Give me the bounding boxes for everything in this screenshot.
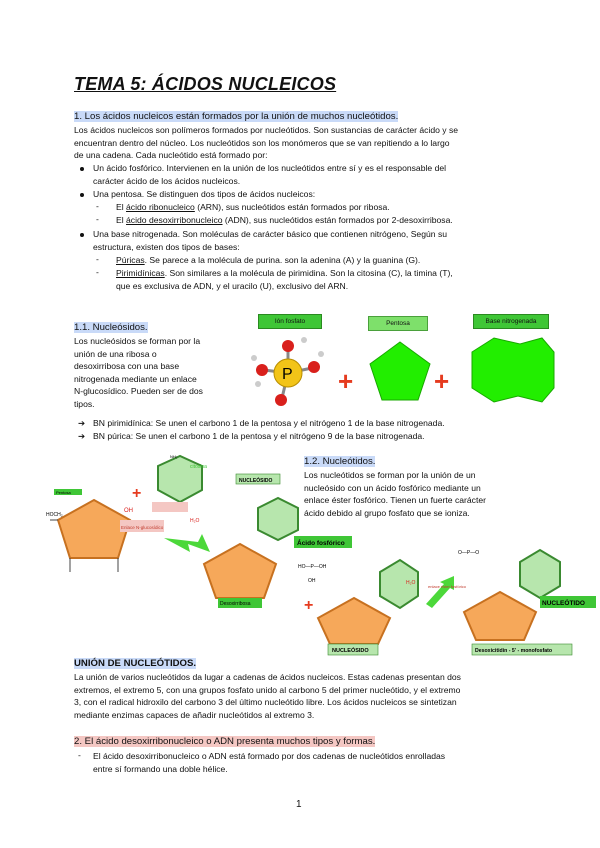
- nucleoside-formation-figure: [40, 448, 305, 618]
- svg-text:OH: OH: [124, 508, 133, 514]
- pentose-arn: El ácido ribonucleico (ARN), sus nucleótidos están formados por ribosa.: [116, 202, 390, 212]
- base-shape: [472, 338, 554, 402]
- section-1-2-text: Los nucleótidos se forman por la unión de un nucleósido con un ácido fosfórico mediante un enlace éster fosfórico. Tienen un fuerte carácter ácido debido al grupo fosfato que se ioniza.: [304, 470, 487, 518]
- union-text: La unión de varios nucleótidos da lugar a cadenas de ácidos nucleicos. Estas cadenas presentan dos extremos, el extremo 5, con una grupos fosfato unido al carbono 5 del primer nucleótido, y el extremo 3, con el radical hidroxilo del carbono 3 del último nucleótido libre. Los ácidos nucleicos se sintetizan mediante enzimas capaces de añadir nucleótidos al extremo 3.: [74, 672, 461, 720]
- section-1-1-text: Los nucleósidos se forman por la unión de una ribosa o desoxirribosa con una base nitrogenada mediante un enlace N-glucosídico. Pueden ser de dos tipos.: [74, 336, 203, 409]
- bullet-pentose: Una pentosa. Se distinguen dos tipos de ácidos nucleicos:: [93, 189, 316, 199]
- arrow-puric: BN púrica: Se unen el carbono 1 de la pentosa y el nitrógeno 9 de la base nitrogenada.: [93, 431, 425, 441]
- section-1-heading: 1. Los ácidos nucleicos están formados por la unión de muchos nucleótidos.: [74, 111, 399, 122]
- svg-text:enlace éster fosfórico: enlace éster fosfórico: [428, 584, 467, 589]
- svg-text:Desoxirribosa: Desoxirribosa: [220, 601, 251, 607]
- svg-text:+: +: [434, 366, 450, 396]
- pentose-label: Pentosa: [368, 316, 428, 331]
- nucleotide-pentagon: [464, 592, 536, 640]
- base-pirimidinic: Pirimidínicas. Son similares a la molécula de pirimidina. Son la citosina (C), la timina (T), que es exclusiva de ADN, y el uracilo (U), exclusivo del ARN.: [116, 268, 453, 291]
- svg-text:NUCLEÓSIDO: NUCLEÓSIDO: [332, 648, 369, 654]
- phosphorus-symbol: P: [282, 366, 293, 383]
- svg-text:H₂O: H₂O: [190, 518, 200, 524]
- nucleoside-components-figure: [246, 330, 556, 420]
- svg-text:Pentosa: Pentosa: [56, 490, 71, 495]
- pentose-shape: [370, 342, 430, 400]
- bullet-dot: [80, 193, 84, 197]
- union-heading: UNIÓN DE NUCLEÓTIDOS.: [74, 658, 197, 669]
- bullet-dot: [80, 233, 84, 237]
- bullet-phosphoric: Un ácido fosfórico. Intervienen en la unión de los nucleótidos entre sí y es el responsable del carácter ácido de los ácidos nucleicos.: [93, 163, 447, 186]
- svg-text:HO—P—OH: HO—P—OH: [298, 564, 327, 570]
- pentose-adn: El ácido desoxirribonucleico (ADN), sus nucleótidos están formados por 2-desoxirribosa.: [116, 215, 453, 225]
- deoxyribose-pentagon: [204, 544, 276, 598]
- svg-text:H₂O: H₂O: [406, 580, 416, 586]
- base-puric: Púricas. Se parece a la molécula de purina. son la adenina (A) y la guanina (G).: [116, 255, 421, 265]
- bullet-dot: [80, 167, 84, 171]
- svg-text:citosina: citosina: [190, 464, 207, 470]
- svg-text:+: +: [132, 485, 142, 502]
- svg-text:O—P—O: O—P—O: [458, 550, 480, 556]
- svg-text:Ácido fosfórico: Ácido fosfórico: [297, 540, 345, 547]
- section-1-1-heading: 1.1. Nucleósidos.: [74, 322, 148, 333]
- cytosine-hexagon: [158, 456, 202, 502]
- section-1-2-heading: 1.2. Nucleótidos.: [304, 456, 376, 467]
- svg-text:Desoxicitidin - 5' - monofosfa: Desoxicitidin - 5' - monofosfato: [475, 648, 553, 654]
- section-1-intro: Los ácidos nucleicos son polímeros formados por nucleótidos. Son sustancias de carácter ácido y se encuentran dentro del núcleo. Los nucleótidos son los monómeros que se van repitiendo a lo largo de una cadena. Cada nucleótido está formado por:: [74, 125, 459, 161]
- svg-text:+: +: [304, 597, 314, 614]
- svg-text:HOCH₂: HOCH₂: [46, 512, 63, 518]
- bullet-base: Una base nitrogenada. Son moléculas de carácter básico que contienen nitrógeno, Según su estructura, existen dos tipos de bases:: [93, 229, 448, 252]
- page-title: TEMA 5: ÁCIDOS NUCLEICOS: [74, 74, 337, 94]
- svg-text:OH: OH: [308, 578, 316, 584]
- svg-text:NUCLEÓTIDO: NUCLEÓTIDO: [542, 600, 585, 607]
- svg-text:NUCLEÓSIDO: NUCLEÓSIDO: [239, 478, 273, 484]
- section-2-heading: 2. El ácido desoxirribonucleico o ADN presenta muchos tipos y formas.: [74, 736, 376, 747]
- ribose-pentagon: [58, 500, 130, 558]
- nucleotide-formation-figure: [294, 532, 600, 660]
- svg-text:Enlace N-glucosídico: Enlace N-glucosídico: [121, 525, 164, 530]
- arrow-pirimidinic: BN pirimidínica: Se unen el carbono 1 de la pentosa y el nitrógeno 1 de la base nitrogenada.: [93, 418, 445, 428]
- nucleoside-pentagon: [318, 598, 390, 644]
- base-label: Base nitrogenada: [473, 314, 549, 329]
- svg-text:+: +: [338, 366, 354, 396]
- svg-text:NH₂: NH₂: [170, 454, 178, 459]
- section-2-text: El ácido desoxirribonucleico o ADN está formado por dos cadenas de nucleótidos enrolladas entre sí formando una doble hélice.: [93, 751, 446, 774]
- phosphate-label: Ión fosfato: [258, 314, 322, 329]
- page-number: 1: [296, 799, 302, 810]
